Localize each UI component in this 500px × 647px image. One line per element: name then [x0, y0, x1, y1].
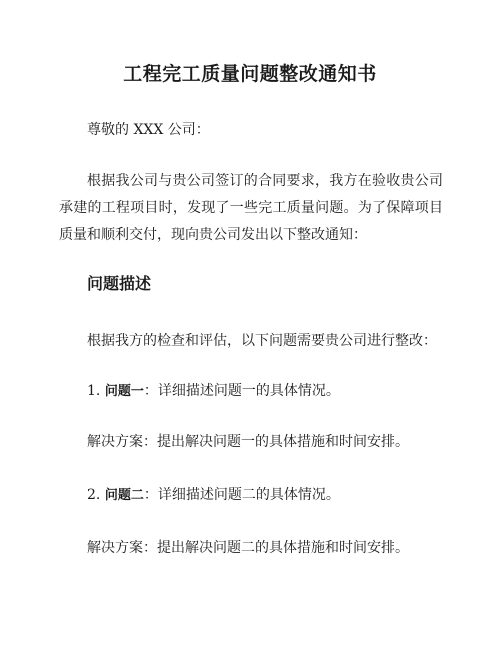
salutation: 尊敬的 XXX 公司： — [87, 122, 210, 138]
issue-solution: 解决方案：提出解决问题二的具体措施和时间安排。 — [87, 540, 409, 556]
issue-name: 问题二 — [104, 488, 144, 503]
issue-number: 2. — [87, 487, 105, 503]
intro-paragraph: 根据我公司与贵公司签订的合同要求，我方在验收贵公司承建的工程项目时，发现了一些完工质量问题。为了保障项目质量和顺利交付，现向贵公司发出以下整改通知： — [59, 173, 443, 243]
document-title: 工程完工质量问题整改通知书 — [123, 63, 377, 85]
section-heading: 问题描述 — [87, 274, 152, 293]
issue-name: 问题一 — [104, 384, 144, 399]
section-lead-paragraph: 根据我方的检查和评估，以下问题需要贵公司进行整改： — [87, 333, 437, 349]
issue-solution: 解决方案：提出解决问题一的具体措施和时间安排。 — [87, 434, 409, 450]
issue-number: 1. — [87, 383, 105, 399]
issue-item — [59, 378, 443, 405]
issue-description: ：详细描述问题二的具体情况。 — [143, 487, 340, 503]
issue-item — [59, 482, 443, 509]
issue-description: ：详细描述问题一的具体情况。 — [143, 383, 340, 399]
